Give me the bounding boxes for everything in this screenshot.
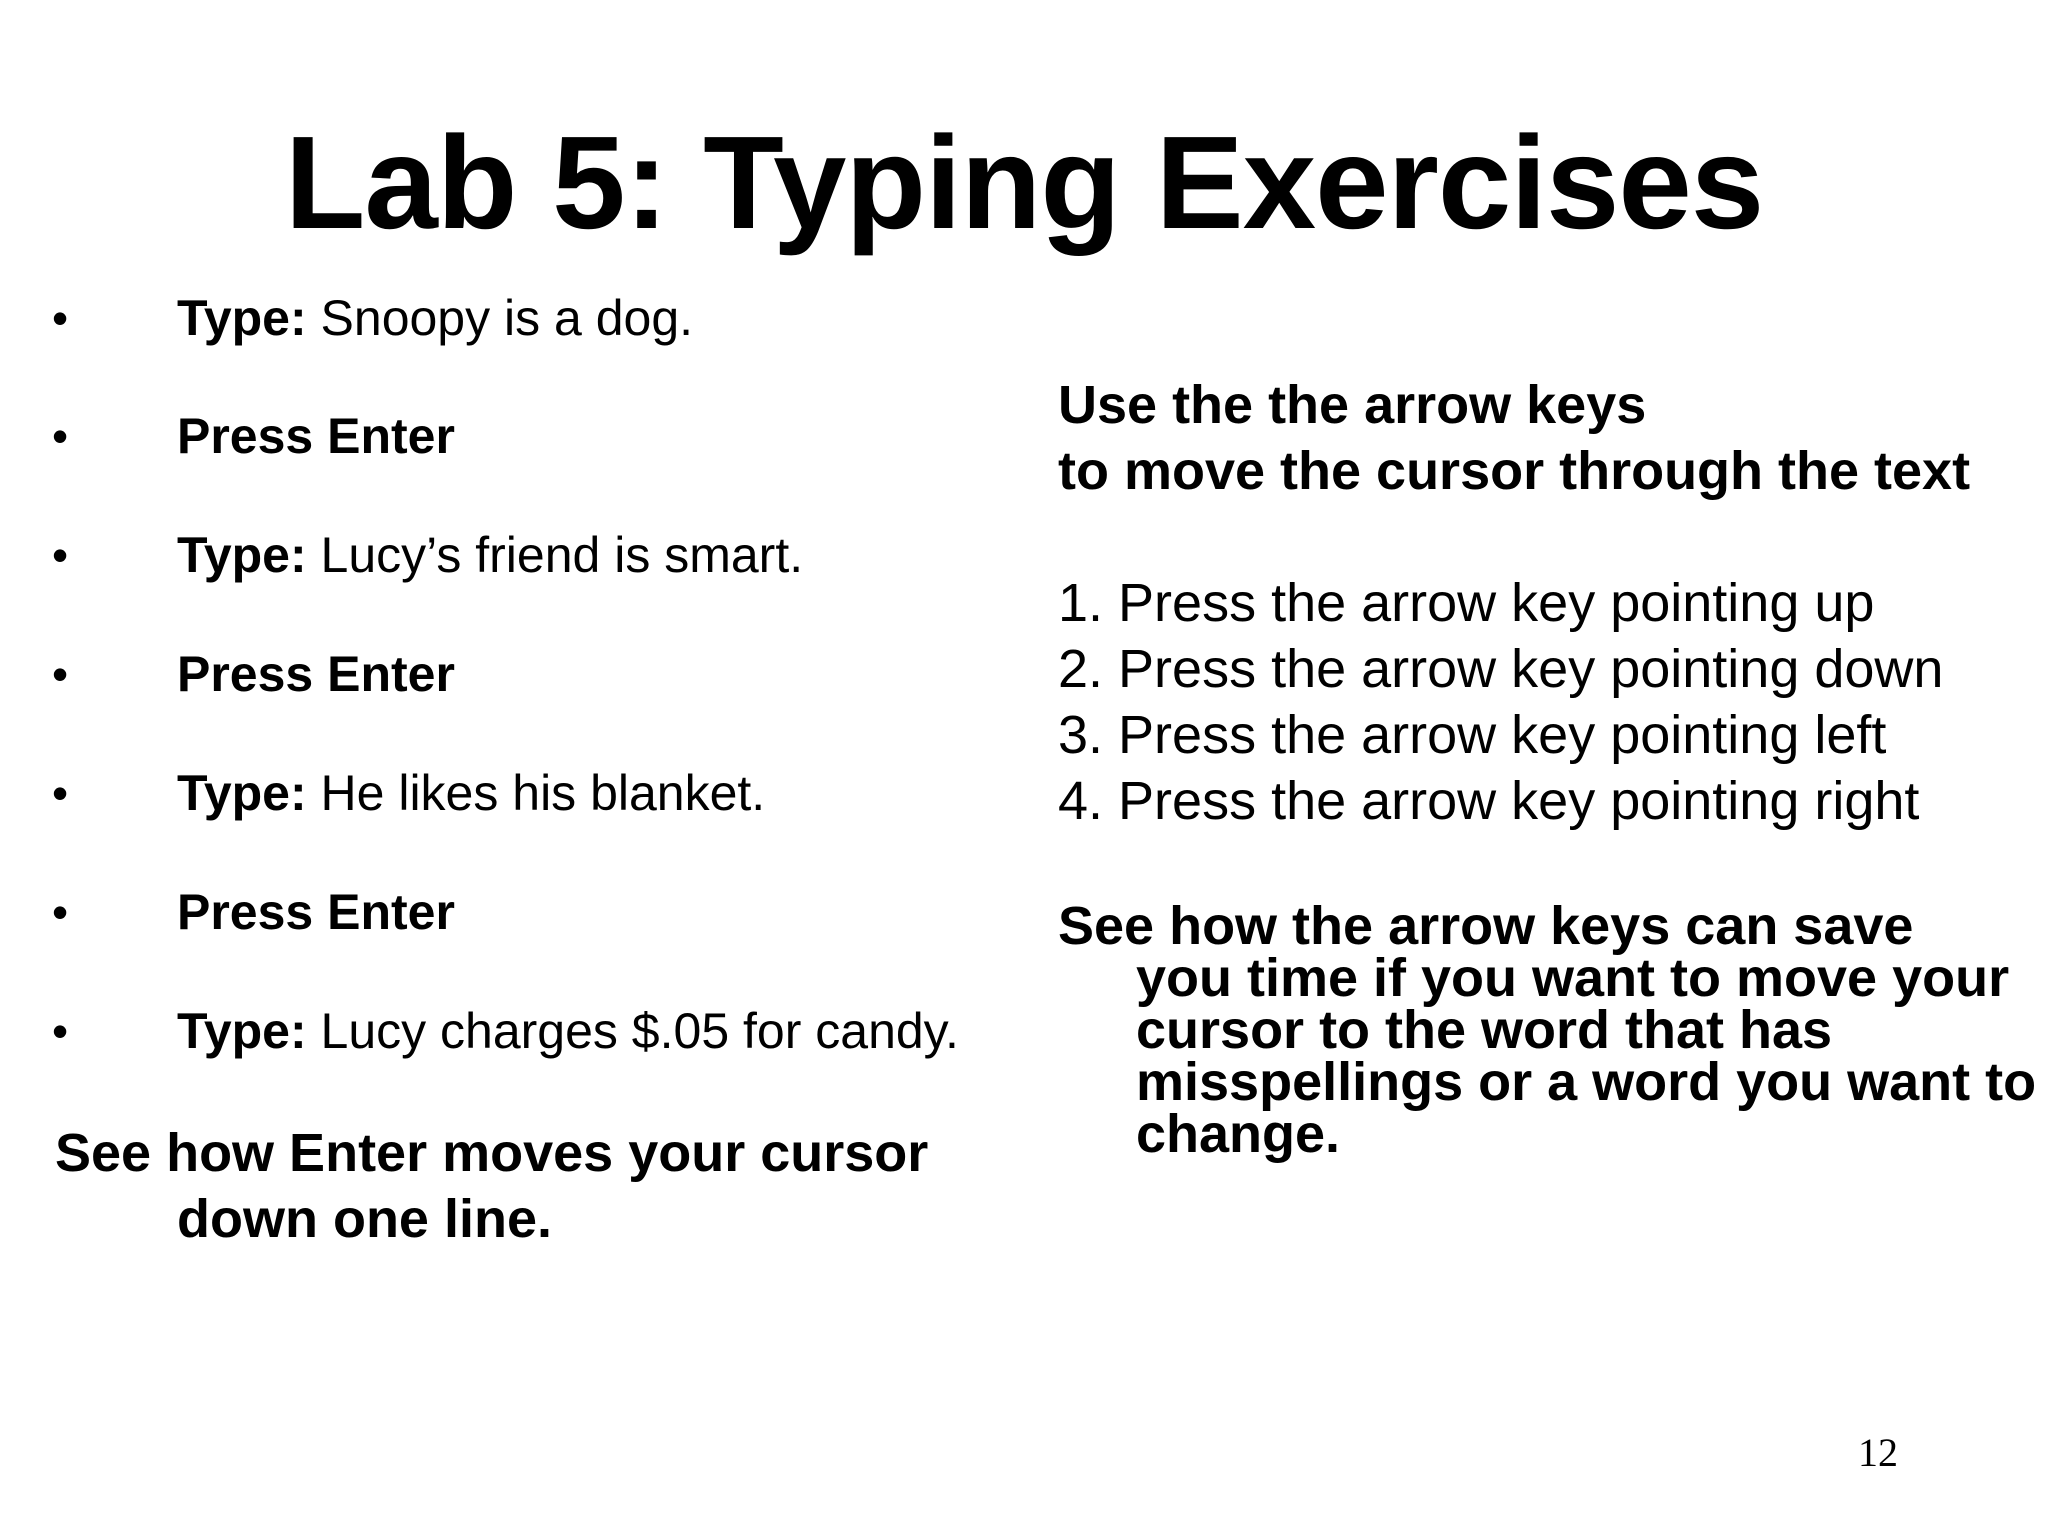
step-text: [177, 996, 959, 1066]
enter-note-line1: See how Enter moves your cursor: [55, 1123, 929, 1183]
step-value: He likes his blanket.: [306, 765, 766, 821]
step-text: [177, 401, 455, 471]
step-value: Lucy’s friend is smart.: [306, 527, 804, 583]
list-item: 4. Press the arrow key pointing right: [1058, 771, 1920, 831]
bullet-icon: •: [52, 1005, 69, 1057]
enter-note: [55, 1120, 1045, 1252]
bullet-icon: •: [52, 410, 69, 462]
step-value: Snoopy is a dog.: [306, 290, 694, 346]
enter-note-line2: down one line.: [177, 1189, 552, 1249]
arrow-keys-heading-line1: Use the the arrow keys: [1058, 375, 1647, 435]
step-text: [177, 520, 803, 590]
step-label: Press Enter: [177, 646, 455, 702]
arrow-keys-heading-line2: to move the cursor through the text: [1058, 441, 1971, 501]
list-item: 1. Press the arrow key pointing up: [1058, 573, 1875, 633]
step-value: Lucy charges $.05 for candy.: [306, 1003, 959, 1059]
bullet-icon: •: [52, 648, 69, 700]
step-text: [177, 877, 455, 947]
list-item: 2. Press the arrow key pointing down: [1058, 639, 1944, 699]
step-label: Press Enter: [177, 884, 455, 940]
bullet-icon: •: [52, 529, 69, 581]
arrow-keys-note-rest: you time if you want to move your cursor to the word that has misspellings or a word you want to change.: [1136, 948, 2037, 1164]
bullet-icon: •: [52, 767, 69, 819]
step-text: [177, 758, 765, 828]
arrow-keys-heading: [1058, 372, 2038, 504]
arrow-keys-note: [1058, 896, 2038, 1164]
step-label: Type:: [177, 765, 307, 821]
bullet-icon: •: [52, 886, 69, 938]
right-column: [1058, 0, 2038, 1536]
step-label: Press Enter: [177, 408, 455, 464]
step-label: Type:: [177, 1003, 307, 1059]
list-item: [0, 520, 1040, 590]
step-text: [177, 283, 693, 353]
bullet-icon: •: [52, 292, 69, 344]
arrow-keys-note-first: See how the arrow keys can save: [1058, 896, 1914, 956]
step-label: Type:: [177, 527, 307, 583]
step-text: [177, 639, 455, 709]
list-item: [0, 283, 1040, 353]
list-item: [0, 758, 1040, 828]
arrow-steps-list: [1058, 570, 2038, 834]
list-item: [0, 639, 1040, 709]
step-label: Type:: [177, 290, 307, 346]
list-item: [0, 877, 1040, 947]
list-item: [0, 996, 1040, 1066]
list-item: 3. Press the arrow key pointing left: [1058, 705, 1887, 765]
list-item: [0, 401, 1040, 471]
page-number: 12: [1858, 1430, 1898, 1475]
slide-title: Lab 5: Typing Exercises: [284, 109, 1764, 256]
